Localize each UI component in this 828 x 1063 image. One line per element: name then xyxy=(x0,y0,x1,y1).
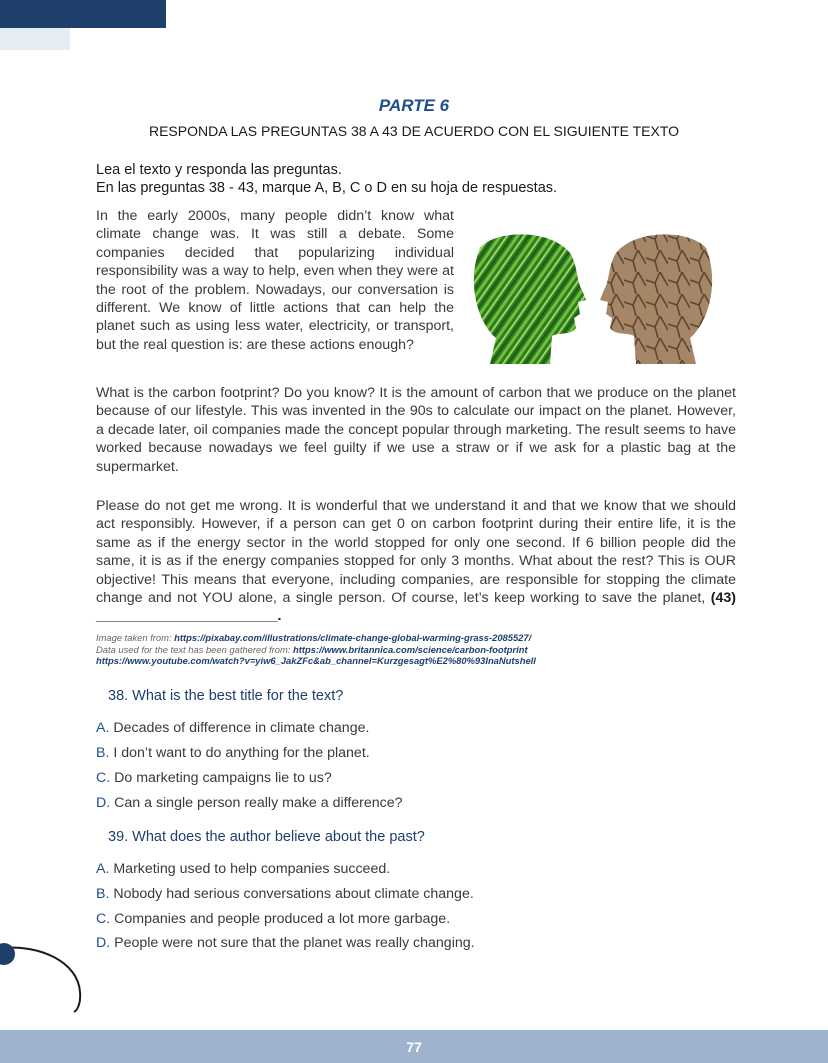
q39-option-b xyxy=(96,886,474,902)
option-letter: B. xyxy=(96,745,110,761)
answer-instruction: En las preguntas 38 - 43, marque A, B, C o D en su hoja de respuestas. xyxy=(96,180,558,196)
reading-paragraph-2: What is the carbon footprint? Do you know? It is the amount of carbon that we produce on the planet because of our lifestyle. This was invented in the 90s to calculate our impact on the planet. However, a decade later, oil companies made the concept popular through marketing. The result seems to have worked because nowadays we feel guilty if we use a straw or if we ask for a plastic bag at the supermarket. xyxy=(96,385,736,475)
image-credit-label: Image taken from: xyxy=(96,632,172,643)
option-letter: B. xyxy=(96,886,110,902)
text-credit-link-2[interactable]: https://www.youtube.com/watch?v=yiw6_JakZFc&ab_channel=Kurzgesagt%E2%80%93InaNutshell xyxy=(96,655,536,666)
option-text: Decades of difference in climate change. xyxy=(113,720,370,736)
reading-paragraph-3 xyxy=(96,497,736,626)
q38-option-c xyxy=(96,770,332,786)
part-title: PARTE 6 xyxy=(378,96,450,115)
option-text: Companies and people produced a lot more garbage. xyxy=(114,911,451,927)
question-38: 38. What is the best title for the text? xyxy=(108,688,344,704)
option-letter: C. xyxy=(96,911,111,927)
option-text: Marketing used to help companies succeed. xyxy=(113,861,391,877)
section-instruction: RESPONDA LAS PREGUNTAS 38 A 43 DE ACUERDO CON EL SIGUIENTE TEXTO xyxy=(148,123,680,139)
option-letter: D. xyxy=(96,795,111,811)
question-39: 39. What does the author believe about the past? xyxy=(108,829,425,845)
option-text: Can a single person really make a difference? xyxy=(114,795,403,811)
read-instruction: Lea el texto y responda las preguntas. xyxy=(96,162,342,178)
page-number: 77 xyxy=(406,1039,422,1055)
header-corner-bar xyxy=(0,0,166,28)
decorative-circle xyxy=(0,930,82,1012)
cracked-head-icon xyxy=(600,234,712,364)
option-letter: C. xyxy=(96,770,111,786)
q39-option-a xyxy=(96,861,390,877)
option-text: People were not sure that the planet was really changing. xyxy=(114,935,475,951)
q38-option-a xyxy=(96,720,369,736)
option-text: I don’t want to do anything for the planet. xyxy=(113,745,370,761)
paragraph-3-text: Please do not get me wrong. It is wonderful that we understand it and that we know that we should act responsibly. However, if a person can get 0 on carbon footprint during their entire life, it is the same as if the energy sector in the world stopped for only one second. If 6 billion people did the same, it is as if the energy companies stopped for only 3 months. What about the rest? This is OUR objective! This means that everyone, including companies, are responsible for stopping the climate change and not YOU alone, a single person. Of course, let’s keep working to save the planet, xyxy=(96,498,736,607)
reading-paragraph-1: In the early 2000s, many people didn’t know what climate change was. It was still a debate. Some companies decided that popularizing individual responsibility was a way to help, even when they were at the root of the problem. Nowadays, our conversation is different. We know of little actions that can help the planet such as using less water, electricity, or transport, but the real question is: are these actions enough? xyxy=(96,208,454,353)
text-credit-link-1[interactable]: https://www.britannica.com/science/carbon-footprint xyxy=(293,643,528,655)
q38-option-b xyxy=(96,745,370,761)
option-text: Nobody had serious conversations about climate change. xyxy=(113,886,474,902)
answer-blank-43: (43) _______________________. xyxy=(96,590,736,625)
image-credit-link[interactable]: https://pixabay.com/illustrations/climate-change-global-warming-grass-2085527/ xyxy=(174,632,532,643)
q39-option-d xyxy=(96,935,475,951)
option-letter: D. xyxy=(96,935,111,951)
source-credits xyxy=(96,632,536,667)
grass-head-icon xyxy=(474,234,586,364)
q39-option-c xyxy=(96,911,450,927)
header-corner-accent xyxy=(0,28,70,50)
option-letter: A. xyxy=(96,861,110,877)
option-letter: A. xyxy=(96,720,110,736)
option-text: Do marketing campaigns lie to us? xyxy=(114,770,332,786)
climate-heads-illustration xyxy=(470,228,716,364)
text-credit-label: Data used for the text has been gathered from: xyxy=(96,643,291,655)
q38-option-d xyxy=(96,795,403,811)
